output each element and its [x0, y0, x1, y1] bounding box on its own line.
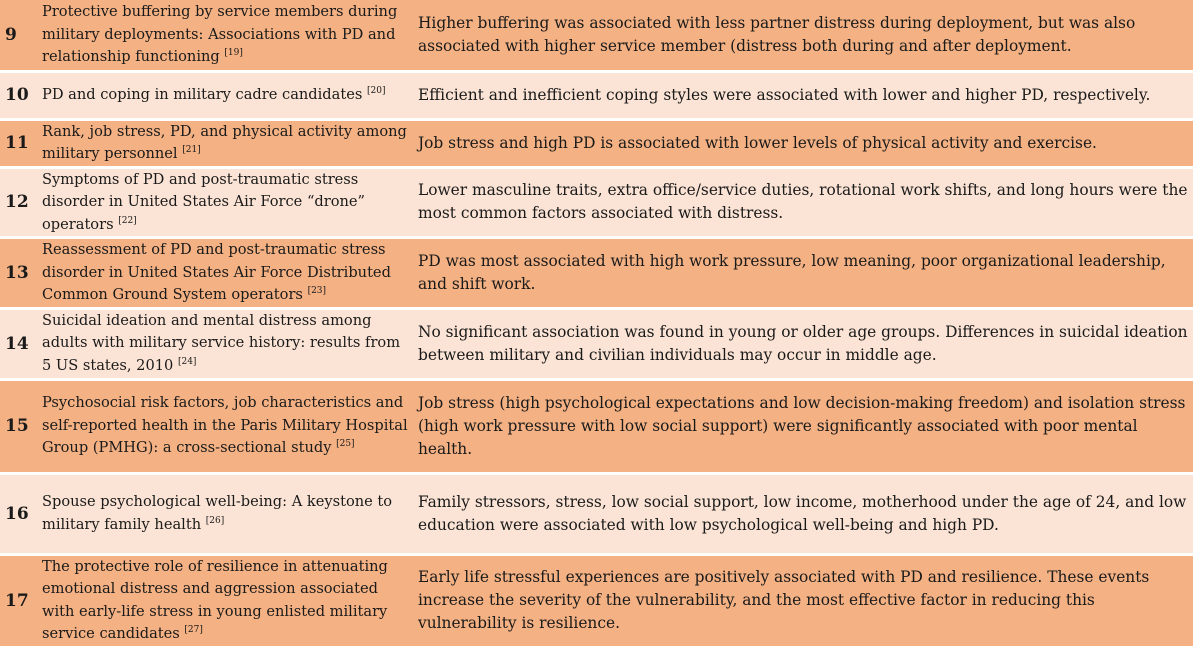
row-number: 14: [0, 308, 40, 379]
reference: [24]: [177, 356, 197, 367]
table-row: [0, 0, 1193, 71]
table-row: [0, 308, 1193, 379]
reference: [19]: [224, 48, 243, 59]
study-title: [40, 308, 413, 379]
study-result: Efficient and inefficient coping styles were associated with lower and higher PD, respectively.: [413, 71, 1193, 119]
table-row: [0, 238, 1193, 309]
study-title-text: The protective role of resilience in attenuating emotional distress and aggression associated with early-life stress in young enlisted military service candidates: [42, 557, 388, 642]
study-result: Higher buffering was associated with less partner distress during deployment, but was also associated with higher service member (distress both during and after deployment.: [413, 0, 1193, 71]
row-number: 12: [0, 167, 40, 238]
study-title-text: Psychosocial risk factors, job characteristics and self-reported health in the Paris Military Hospital Group (PMHG): a cross-sectional study: [42, 394, 408, 457]
row-number: 11: [0, 119, 40, 167]
study-title: [40, 119, 413, 167]
table-row: [0, 554, 1193, 647]
study-title-text: Suicidal ideation and mental distress among adults with military service history: results from 5 US states, 2010: [42, 311, 401, 374]
study-result: Lower masculine traits, extra office/service duties, rotational work shifts, and long hours were the most common factors associated with distress.: [413, 167, 1193, 238]
study-result: No significant association was found in young or older age groups. Differences in suicidal ideation between military and civilian individuals may occur in middle age.: [413, 308, 1193, 379]
reference: [21]: [182, 145, 201, 156]
row-number: 9: [0, 0, 40, 71]
table-row: [0, 379, 1193, 473]
reference: [25]: [336, 439, 355, 450]
table-row: [0, 167, 1193, 238]
study-title: [40, 473, 413, 554]
study-title: [40, 554, 413, 647]
table-row: [0, 71, 1193, 119]
study-result: Job stress and high PD is associated with lower levels of physical activity and exercise.: [413, 119, 1193, 167]
study-title: [40, 0, 413, 71]
study-title-text: Protective buffering by service members during military deployments: Associations with PD and relationship functioning: [42, 3, 398, 65]
table-row: [0, 473, 1193, 554]
reference: [27]: [184, 625, 203, 636]
reference: [26]: [205, 515, 225, 526]
study-result: Early life stressful experiences are positively associated with PD and resilience. These events increase the severity of the vulnerability, and the most effective factor in reducing this vulnerability is resilience.: [413, 554, 1193, 647]
study-title: [40, 167, 413, 238]
reference: [23]: [307, 286, 327, 297]
study-title: [40, 238, 413, 309]
study-title-text: Symptoms of PD and post-traumatic stress disorder in United States Air Force “drone” operators: [42, 170, 366, 233]
reference: [20]: [366, 85, 386, 96]
study-result: Family stressors, stress, low social support, low income, motherhood under the age of 24, and low education were associated with low psychological well-being and high PD.: [413, 473, 1193, 554]
row-number: 16: [0, 473, 40, 554]
study-title: [40, 379, 413, 473]
row-number: 17: [0, 554, 40, 647]
study-title-text: PD and coping in military cadre candidates: [42, 85, 363, 103]
reference: [22]: [118, 215, 137, 226]
row-number: 13: [0, 238, 40, 309]
row-number: 10: [0, 71, 40, 119]
study-result: PD was most associated with high work pressure, low meaning, poor organizational leadership, and shift work.: [413, 238, 1193, 309]
table-row: [0, 119, 1193, 167]
study-title-text: Spouse psychological well-being: A keystone to military family health: [42, 493, 393, 533]
study-title-text: Reassessment of PD and post-traumatic stress disorder in United States Air Force Distributed Common Ground System operators: [42, 241, 391, 303]
study-title-text: Rank, job stress, PD, and physical activity among military personnel: [42, 122, 407, 162]
study-result: Job stress (high psychological expectations and low decision-making freedom) and isolation stress (high work pressure with low social support) were significantly associated with poor mental health.: [413, 379, 1193, 473]
row-number: 15: [0, 379, 40, 473]
study-title: [40, 71, 413, 119]
